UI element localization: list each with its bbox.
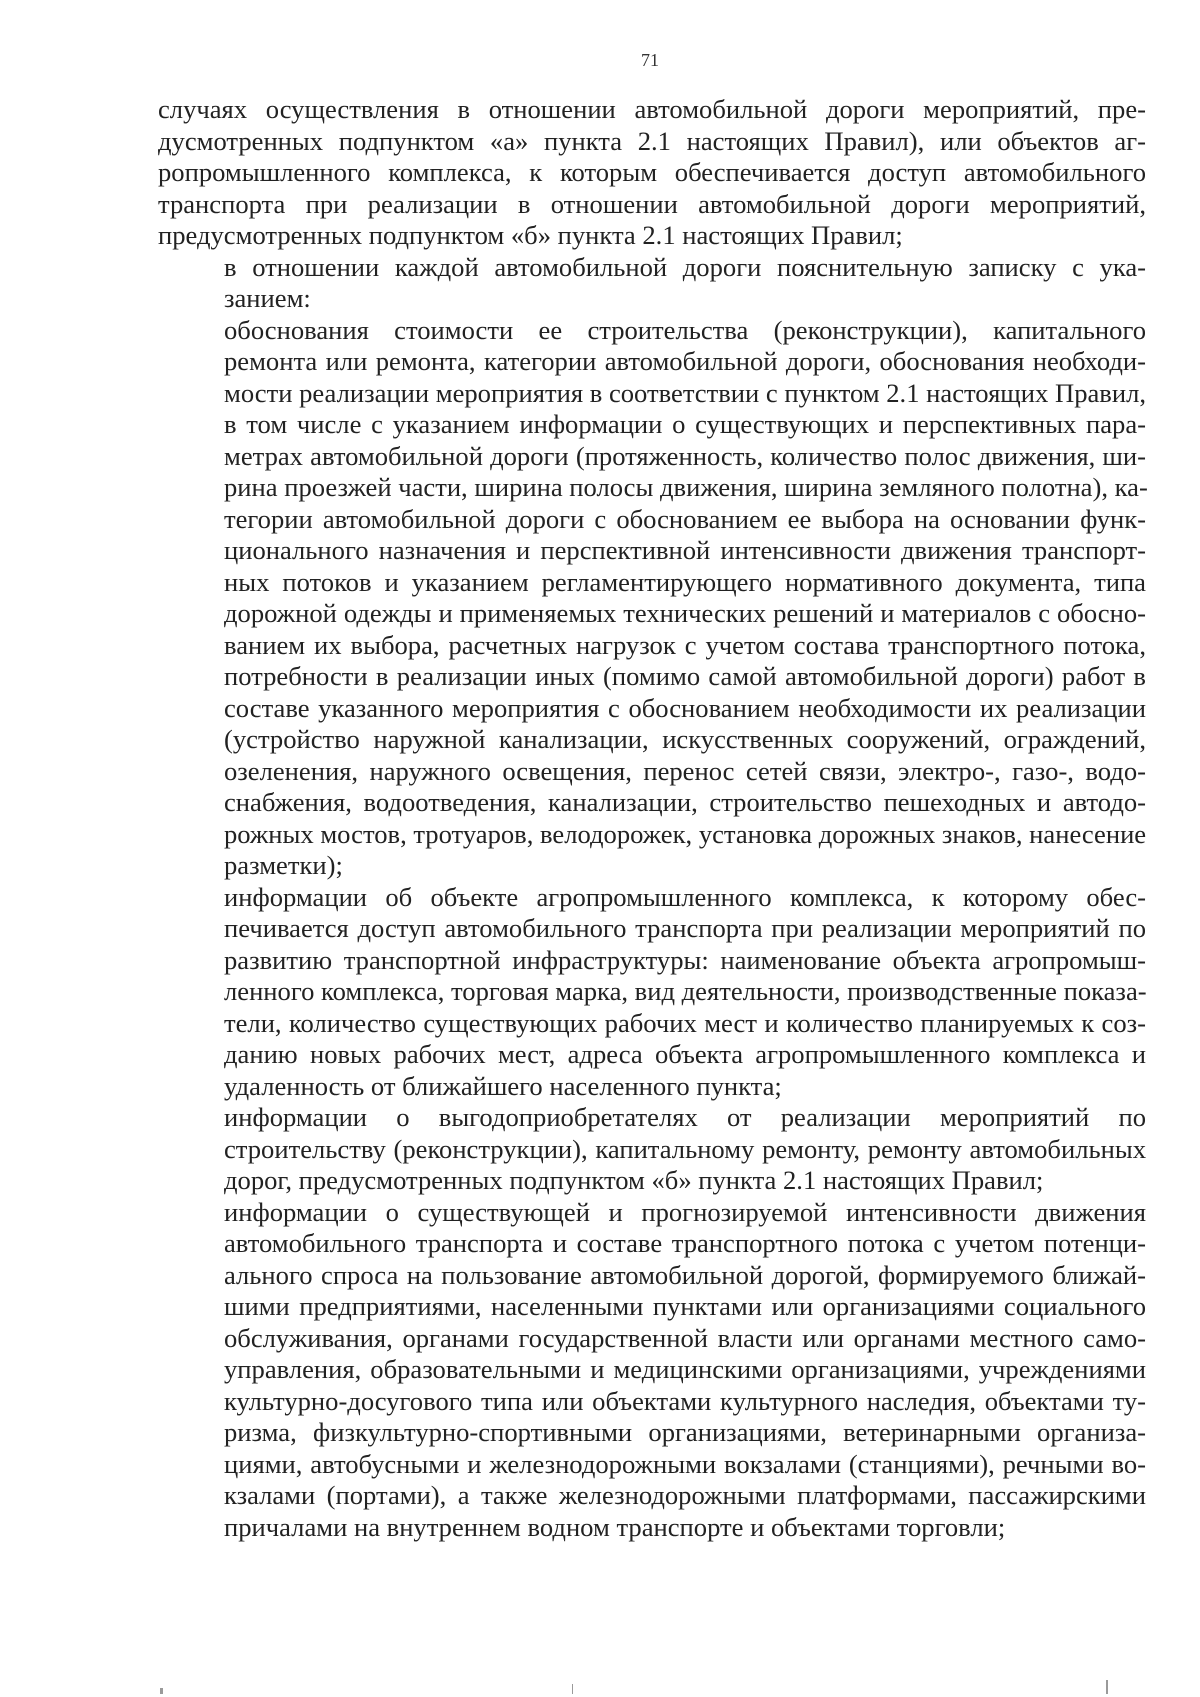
paragraph — [158, 1102, 1146, 1197]
text-line: (устройство наружной канализации, искусственных сооружений, ограждений, — [224, 724, 1146, 754]
text-line: составе указанного мероприятия с обоснованием необходимости их реализации — [224, 692, 1146, 723]
text-line: ционального назначения и перспективной интенсивности движения транспорт- — [224, 535, 1146, 565]
text-line: данию новых рабочих мест, адреса объекта агропромышленного комплекса и — [224, 1039, 1146, 1069]
text-line: информации о выгодоприобретателях от реализации мероприятий по — [224, 1102, 1146, 1132]
text-line: дорожной одежды и применяемых технических решений и материалов с обосно- — [224, 598, 1146, 628]
paragraph — [158, 1197, 1146, 1544]
paragraph — [158, 94, 1146, 252]
text-line: потребности в реализации иных (помимо самой автомобильной дороги) работ в — [224, 661, 1146, 691]
text-line: информации об объекте агропромышленного комплекса, к которому обес- — [224, 881, 1146, 912]
text-line: циями, автобусными и железнодорожными вокзалами (станциями), речными во- — [224, 1448, 1146, 1479]
text-line: ванием их выбора, расчетных нагрузок с учетом состава транспортного потока, — [224, 629, 1146, 660]
paragraph — [158, 252, 1146, 315]
text-line: дорог, предусмотренных подпунктом «б» пункта 2.1 настоящих Правил; — [224, 1165, 1044, 1195]
scan-artifact — [160, 1688, 163, 1694]
text-line: разметки); — [224, 850, 343, 880]
document-body — [158, 94, 1146, 1543]
text-line: обоснования стоимости ее строительства (реконструкции), капитального — [224, 314, 1146, 345]
text-line: транспорта при реализации в отношении автомобильной дороги мероприятий, — [158, 188, 1146, 219]
text-line: тегории автомобильной дороги с обоснованием ее выбора на основании функ- — [224, 503, 1146, 534]
text-line: удаленность от ближайшего населенного пункта; — [224, 1070, 782, 1101]
text-line: культурно-досугового типа или объектами культурного наследия, объектами ту- — [224, 1385, 1146, 1416]
text-line: случаях осуществления в отношении автомобильной дороги мероприятий, пре- — [158, 94, 1146, 124]
text-line: рожных мостов, тротуаров, велодорожек, установка дорожных знаков, нанесение — [224, 818, 1147, 849]
text-line: в том числе с указанием информации о существующих и перспективных пара- — [224, 409, 1146, 439]
text-line: дусмотренных подпунктом «а» пункта 2.1 настоящих Правил), или объектов аг- — [158, 125, 1146, 156]
text-line: предусмотренных подпунктом «б» пункта 2.1 настоящих Правил; — [158, 220, 903, 250]
text-line: занием: — [224, 283, 311, 313]
text-line: рина проезжей части, ширина полосы движения, ширина земляного полотна), ка- — [224, 472, 1148, 502]
text-line: кзалами (портами), а также железнодорожными платформами, пассажирскими — [224, 1480, 1146, 1510]
page-number: 71 — [641, 50, 659, 70]
text-line: снабжения, водоотведения, канализации, строительство пешеходных и автодо- — [224, 787, 1146, 817]
text-line: ленного комплекса, торговая марка, вид деятельности, производственные показа- — [224, 976, 1147, 1006]
text-line: автомобильного транспорта и составе транспортного потока с учетом потенци- — [224, 1228, 1146, 1258]
text-line: управления, образовательными и медицинскими организациями, учреждениями — [224, 1354, 1146, 1384]
scan-artifact — [1106, 1680, 1108, 1694]
paragraph — [158, 882, 1146, 1103]
scan-artifact — [572, 1684, 573, 1694]
text-line: причалами на внутреннем водном транспорте и объектами торговли; — [224, 1511, 1006, 1542]
text-line: информации о существующей и прогнозируемой интенсивности движения — [224, 1196, 1146, 1227]
text-line: ремонта или ремонта, категории автомобильной дороги, обоснования необходи- — [224, 346, 1146, 376]
text-line: мости реализации мероприятия в соответствии с пунктом 2.1 настоящих Правил, — [224, 377, 1146, 408]
text-line: озеленения, наружного освещения, перенос сетей связи, электро-, газо-, водо- — [224, 755, 1146, 786]
paragraph — [158, 315, 1146, 882]
text-line: ропромышленного комплекса, к которым обеспечивается доступ автомобильного — [158, 157, 1146, 187]
text-line: развитию транспортной инфраструктуры: наименование объекта агропромыш- — [224, 944, 1146, 975]
text-line: ных потоков и указанием регламентирующего нормативного документа, типа — [224, 566, 1146, 597]
text-line: обслуживания, органами государственной власти или органами местного само- — [224, 1322, 1146, 1353]
text-line: ризма, физкультурно-спортивными организациями, ветеринарными организа- — [224, 1417, 1146, 1447]
text-line: печивается доступ автомобильного транспорта при реализации мероприятий по — [224, 913, 1146, 943]
text-line: ального спроса на пользование автомобильной дорогой, формируемого ближай- — [224, 1259, 1146, 1290]
text-line: строительству (реконструкции), капитальному ремонту, ремонту автомобильных — [224, 1133, 1146, 1164]
text-line: в отношении каждой автомобильной дороги пояснительную записку с ука- — [224, 251, 1146, 282]
text-line: тели, количество существующих рабочих мест и количество планируемых к соз- — [224, 1007, 1146, 1038]
text-line: шими предприятиями, населенными пунктами или организациями социального — [224, 1291, 1146, 1321]
text-line: метрах автомобильной дороги (протяженность, количество полос движения, ши- — [224, 440, 1146, 471]
